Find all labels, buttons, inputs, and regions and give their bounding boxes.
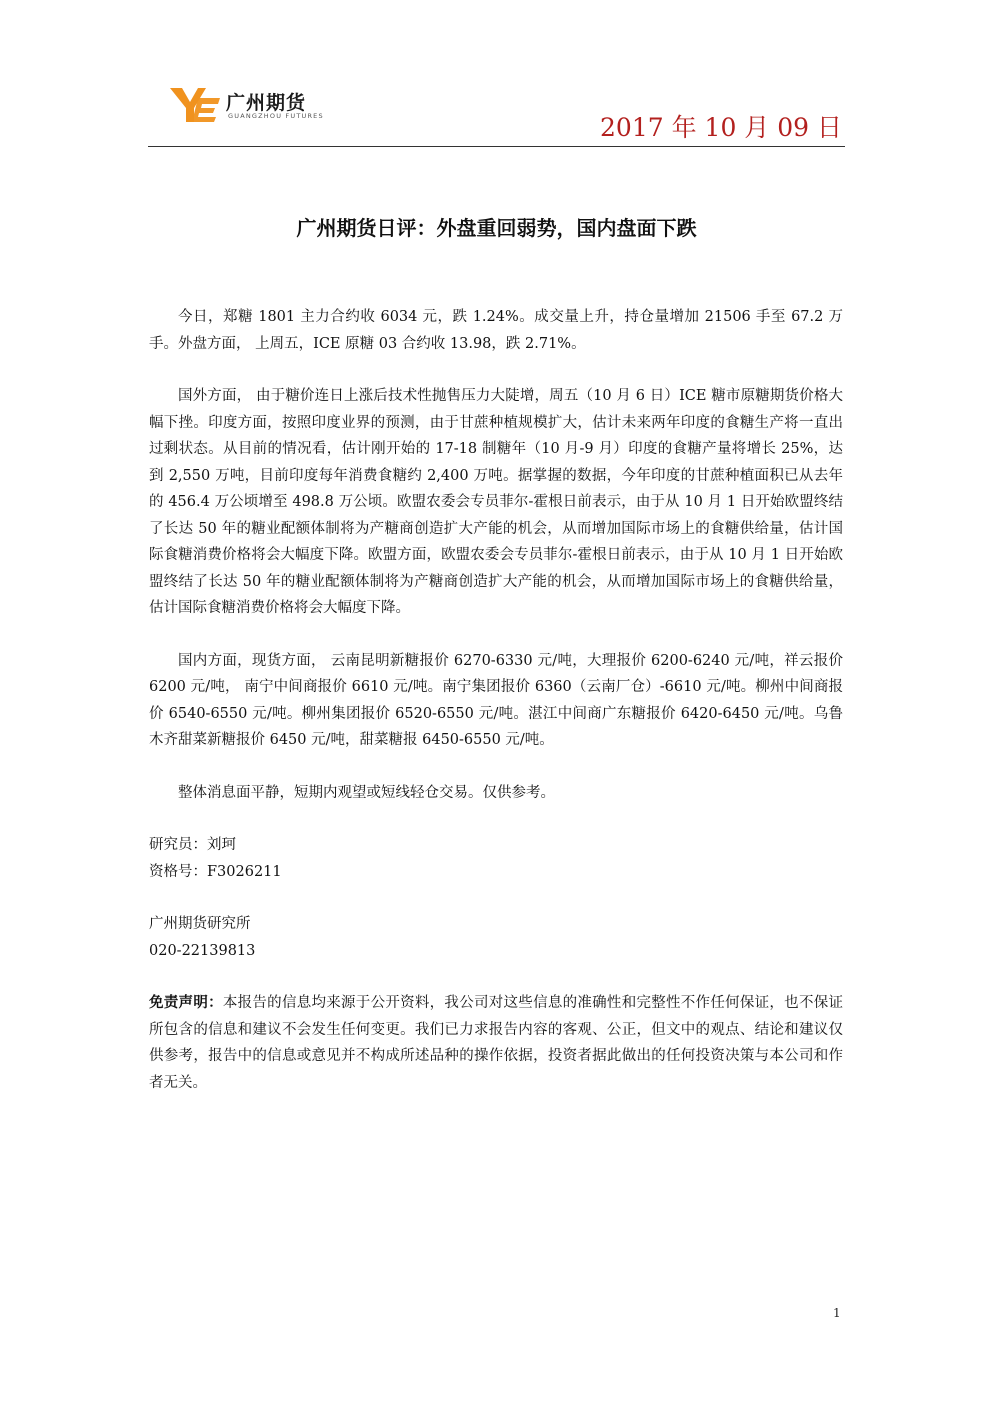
report-date: 2017 年 10 月 09 日 <box>600 113 842 142</box>
researcher-license: 资格号：F3026211 <box>149 863 282 880</box>
institute-name: 广州期货研究所 <box>149 916 251 932</box>
institute-phone: 020-22139813 <box>149 942 256 959</box>
page-number: 1 <box>833 1306 841 1320</box>
logo-chinese-name: 广州期货 <box>226 92 307 114</box>
company-logo <box>168 86 348 126</box>
paragraph-market-summary: 今日，郑糖 1801 主力合约收 6034 元，跌 1.24%。成交量上升，持仓量增加 21506 手至 67.2 万手。外盘方面， 上周五，ICE 原糖 03 合约收 13.98，跌 2.71%。 <box>149 309 843 352</box>
guangzhou-futures-logo-icon <box>168 86 222 124</box>
disclaimer-text: 本报告的信息均来源于公开资料，我公司对这些信息的准确性和完整性不作任何保证，也不保证所包含的信息和建议不会发生任何变更。我们已力求报告内容的客观、公正，但文中的观点、结论和建议仅供参考，报告中的信息或意见并不构成所述品种的操作依据，投资者据此做出的任何投资决策与本公司和作者无关。 <box>149 995 843 1091</box>
paragraph-domestic-spot: 国内方面，现货方面， 云南昆明新糖报价 6270-6330 元/吨，大理报价 6200-6240 元/吨，祥云报价 6200 元/吨， 南宁中间商报价 6610 元/吨。南宁集团报价 6360（云南厂仓）-6610 元/吨。柳州中间商报价 6540-6550 元/吨。柳州集团报价 6520-6550 元/吨。湛江中间商广东糖报价 6420-6450 元/吨。乌鲁木齐甜菜新糖报价 6450 元/吨，甜菜糖报 6450-6550 元/吨。 <box>149 652 843 748</box>
paragraph-outlook: 整体消息面平静，短期内观望或短线轻仓交易。仅供参考。 <box>178 784 555 801</box>
researcher-name: 研究员：刘珂 <box>149 837 236 853</box>
disclaimer <box>149 990 843 1096</box>
disclaimer-label: 免责声明： <box>149 995 223 1011</box>
header-divider <box>148 146 845 147</box>
report-body <box>149 304 843 1096</box>
paragraph-international: 国外方面， 由于糖价连日上涨后技术性抛售压力大陡增，周五（10 月 6 日）ICE 糖市原糖期货价格大幅下挫。印度方面，按照印度业界的预测，由于甘蔗种植规模扩大，估计未来两年印度的食糖生产将一直出过剩状态。从目前的情况看，估计刚开始的 17-18 制糖年（10 月-9 月）印度的食糖产量将增长 25%，达到 2,550 万吨，目前印度每年消费食糖约 2,400 万吨。据掌握的数据，今年印度的甘蔗种植面积已从去年的 456.4 万公顷增至 498.8 万公顷。欧盟农委会专员菲尔-霍根日前表示，由于从 10 月 1 日开始欧盟终结了长达 50 年的糖业配额体制将为产糖商创造扩大产能的机会，从而增加国际市场上的食糖供给量，估计国际食糖消费价格将会大幅度下降。欧盟方面，欧盟农委会专员菲尔-霍根日前表示，由于从 10 月 1 日开始欧盟终结了长达 50 年的糖业配额体制将为产糖商创造扩大产能的机会，从而增加国际市场上的食糖供给量，估计国际食糖消费价格将会大幅度下降。 <box>149 388 843 616</box>
logo-english-name: GUANGZHOU FUTURES <box>228 112 324 120</box>
report-title: 广州期货日评：外盘重回弱势，国内盘面下跌 <box>296 216 697 240</box>
